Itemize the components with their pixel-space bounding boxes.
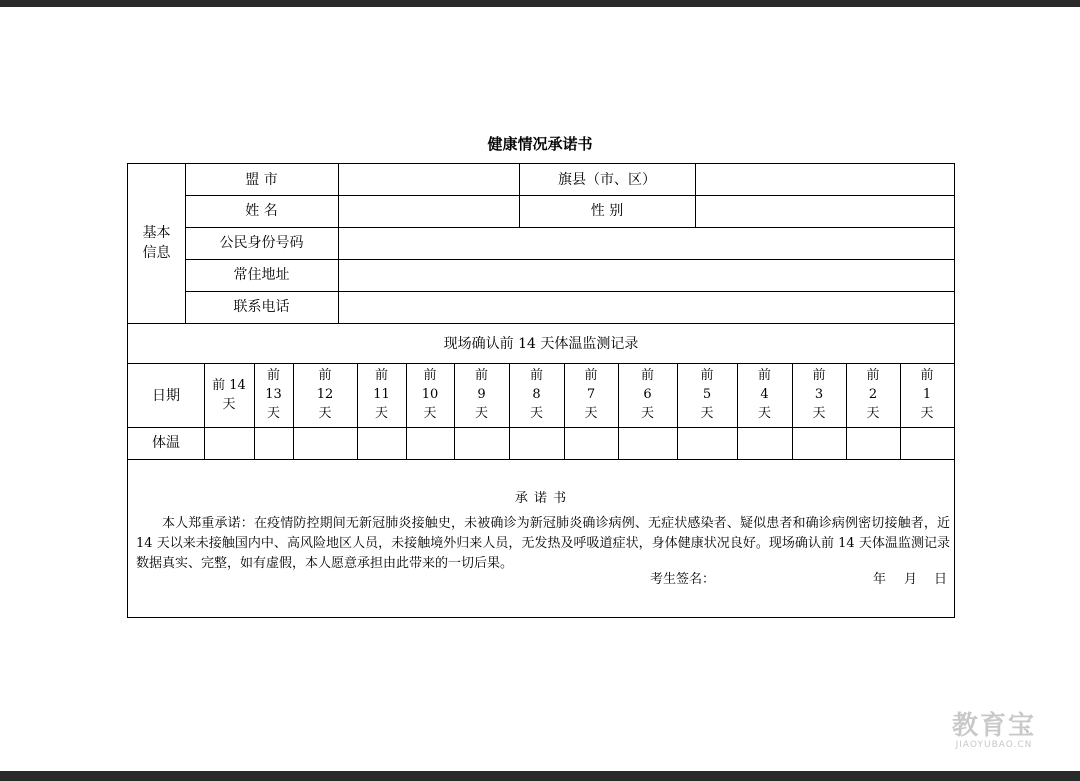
day-label-text: 前 xyxy=(920,368,934,383)
day-label-text: 前 14 xyxy=(212,378,246,393)
phone-field[interactable] xyxy=(339,292,954,323)
day-label-text: 2 xyxy=(868,387,878,402)
city-field[interactable] xyxy=(339,164,519,195)
county-label: 旗县（市、区） xyxy=(558,172,656,188)
day-label-text: 7 xyxy=(586,387,596,402)
grid-line xyxy=(128,459,954,460)
temperature-section-title: 现场确认前 14 天体温监测记录 xyxy=(443,336,639,352)
pledge-heading: 承 诺 书 xyxy=(514,491,568,506)
top-frame-bar xyxy=(0,0,1080,7)
day-label-text: 天 xyxy=(700,406,714,421)
health-pledge-form xyxy=(127,163,955,618)
day-label-text: 12 xyxy=(316,387,334,402)
day-label-text: 前 xyxy=(374,368,388,383)
basic-info-label-line2: 信息 xyxy=(142,245,171,261)
day-5-header xyxy=(677,366,737,423)
document-title: 健康情况承诺书 xyxy=(487,135,593,153)
day-label-text: 6 xyxy=(643,387,652,402)
address-label: 常住地址 xyxy=(233,267,290,283)
county-field[interactable] xyxy=(696,164,954,195)
day-label-text: 前 xyxy=(318,368,332,383)
day-label-text: 前 xyxy=(640,368,654,383)
bottom-frame-bar xyxy=(0,771,1080,781)
day-7-header xyxy=(564,366,618,423)
id-number-field[interactable] xyxy=(339,228,954,259)
day-1-header xyxy=(900,366,954,423)
day-label-text: 前 xyxy=(423,368,437,383)
day-label-text: 天 xyxy=(423,406,437,421)
day-label-text: 天 xyxy=(529,406,543,421)
day-label-text: 前 xyxy=(757,368,771,383)
brand-watermark xyxy=(924,712,1064,752)
day-label-text: 天 xyxy=(374,406,388,421)
date-year-label: 年 xyxy=(873,572,887,587)
grid-line xyxy=(128,427,954,428)
day-label-text: 前 xyxy=(866,368,880,383)
id-number-label: 公民身份号码 xyxy=(219,235,304,251)
address-field[interactable] xyxy=(339,260,954,291)
watermark-brand: 教育宝 xyxy=(951,711,1036,741)
grid-line xyxy=(128,323,954,324)
day-label-text: 8 xyxy=(532,387,541,402)
day-label-text: 5 xyxy=(702,387,712,402)
day-3-header xyxy=(792,366,846,423)
day-8-header xyxy=(509,366,564,423)
name-field[interactable] xyxy=(339,196,519,227)
day-6-header xyxy=(618,366,677,423)
city-label: 盟 市 xyxy=(245,172,278,188)
phone-label: 联系电话 xyxy=(233,299,290,315)
name-label: 姓 名 xyxy=(245,203,278,219)
day-label-text: 天 xyxy=(640,406,654,421)
day-13-header xyxy=(254,366,293,423)
pledge-text: 本人郑重承诺：在疫情防控期间无新冠肺炎接触史，未被确诊为新冠肺炎确诊病例、无症状感染者、疑似患者和确诊病例密切接触者，近 14 天以来未接触国内中、高风险地区人员，未接触境外归来人员，无发热及呼吸道症状，身体健康状况良好。现场确认前 14 天体温监测记录数据真实、完整，如有虚假，本人愿意承担由此带来的一切后果。 xyxy=(136,516,950,571)
gender-label: 性 别 xyxy=(590,203,624,219)
temperature-row-label: 体温 xyxy=(152,435,180,451)
date-month-label: 月 xyxy=(904,572,918,587)
day-label-text: 10 xyxy=(421,387,439,402)
day-label-text: 9 xyxy=(477,387,486,402)
day-label-text: 前 xyxy=(474,368,488,383)
day-4-header xyxy=(737,366,792,423)
gender-field[interactable] xyxy=(696,196,954,227)
day-label-text: 天 xyxy=(584,406,598,421)
day-9-header xyxy=(454,366,509,423)
date-day-label: 日 xyxy=(934,572,948,587)
day-2-header xyxy=(846,366,900,423)
day-label-text: 天 xyxy=(474,406,488,421)
day-label-text: 天 xyxy=(222,397,236,412)
day-12-header xyxy=(293,366,357,423)
signature-label: 考生签名： xyxy=(650,572,716,587)
basic-info-section-label xyxy=(128,223,185,263)
date-row-label: 日期 xyxy=(152,388,180,404)
day-label-text: 天 xyxy=(266,406,280,421)
day-label-text: 11 xyxy=(373,387,390,402)
day-label-text: 天 xyxy=(812,406,826,421)
day-label-text: 天 xyxy=(757,406,771,421)
day-label-text: 天 xyxy=(318,406,332,421)
day-label-text: 4 xyxy=(760,387,769,402)
day-label-text: 前 xyxy=(812,368,826,383)
day-label-text: 天 xyxy=(866,406,880,421)
watermark-domain: JIAOYUBAO.CN xyxy=(955,740,1033,750)
grid-line xyxy=(128,363,954,364)
day-label-text: 1 xyxy=(922,387,932,402)
day-label-text: 3 xyxy=(814,387,824,402)
day-label-text: 前 xyxy=(584,368,598,383)
day-11-header xyxy=(357,366,406,423)
basic-info-label-line1: 基本 xyxy=(142,225,171,241)
day-label-text: 前 xyxy=(700,368,714,383)
day-14-header xyxy=(204,376,254,414)
day-label-text: 天 xyxy=(920,406,934,421)
day-label-text: 前 xyxy=(529,368,543,383)
day-label-text: 前 xyxy=(266,368,280,383)
day-label-text: 13 xyxy=(265,387,282,402)
day-10-header xyxy=(406,366,454,423)
